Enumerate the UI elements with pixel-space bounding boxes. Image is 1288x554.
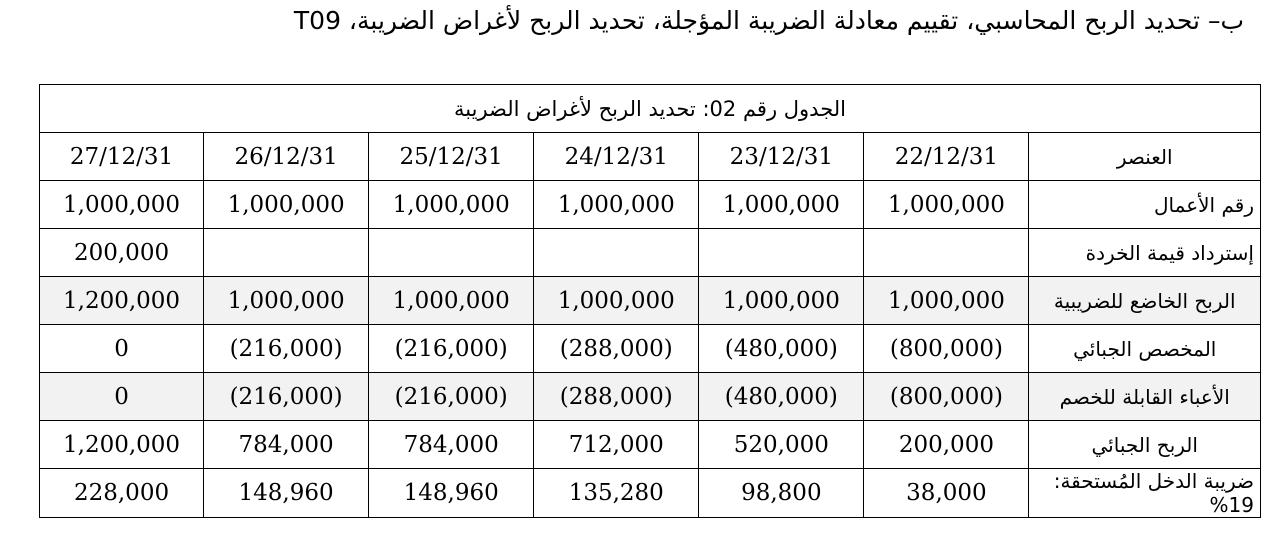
table-cell: 1,000,000 (40, 181, 204, 229)
table-cell: 784,000 (204, 421, 369, 469)
table-cell: 1,000,000 (534, 277, 699, 325)
table-cell: 712,000 (534, 421, 699, 469)
table-caption-row (40, 85, 1261, 133)
table-cell: 38,000 (864, 469, 1029, 518)
table-row (40, 277, 1261, 325)
table-row (40, 229, 1261, 277)
header-year: 24/12/31 (534, 133, 699, 181)
table-row (40, 421, 1261, 469)
table-cell: 1,000,000 (534, 181, 699, 229)
table-caption: الجدول رقم 02: تحديد الربح لأغراض الضريبة (40, 85, 1261, 133)
table-header-row (40, 133, 1261, 181)
row-label: رقم الأعمال (1029, 181, 1261, 229)
row-label: إسترداد قيمة الخردة (1029, 229, 1261, 277)
table-cell (369, 229, 534, 277)
table-cell: (800,000) (864, 373, 1029, 421)
table-cell: 1,000,000 (204, 277, 369, 325)
table-cell: (216,000) (369, 373, 534, 421)
table-cell: 1,200,000 (40, 421, 204, 469)
table-cell: 148,960 (204, 469, 369, 518)
header-item-label: العنصر (1029, 133, 1261, 181)
table-cell: 1,000,000 (864, 181, 1029, 229)
table-cell: 1,000,000 (369, 277, 534, 325)
table-cell: 1,000,000 (699, 181, 864, 229)
row-label: المخصص الجبائي (1029, 325, 1261, 373)
header-year: 25/12/31 (369, 133, 534, 181)
table-cell (699, 229, 864, 277)
row-label: ضريبة الدخل المُستحقة: 19% (1029, 469, 1261, 518)
table-cell: (216,000) (204, 325, 369, 373)
table-cell: 0 (40, 373, 204, 421)
header-year: 22/12/31 (864, 133, 1029, 181)
table-cell: 98,800 (699, 469, 864, 518)
table-cell: (800,000) (864, 325, 1029, 373)
table-cell: (216,000) (369, 325, 534, 373)
table-cell: 1,000,000 (204, 181, 369, 229)
table-cell: (288,000) (534, 373, 699, 421)
header-year: 27/12/31 (40, 133, 204, 181)
table-cell (204, 229, 369, 277)
table-row (40, 181, 1261, 229)
row-label: الأعباء القابلة للخصم (1029, 373, 1261, 421)
row-label: الربح الخاضع للضريبية (1029, 277, 1261, 325)
table-cell: 520,000 (699, 421, 864, 469)
section-heading: ب– تحديد الربح المحاسبي، تقييم معادلة الضريبة المؤجلة، تحديد الربح لأغراض الضريبة، T09 (293, 6, 1244, 35)
table-cell: (288,000) (534, 325, 699, 373)
table-cell: 1,000,000 (699, 277, 864, 325)
table-row (40, 325, 1261, 373)
table-cell: (480,000) (699, 373, 864, 421)
table-cell: 200,000 (40, 229, 204, 277)
table-cell: 1,000,000 (369, 181, 534, 229)
header-year: 26/12/31 (204, 133, 369, 181)
table-cell: 135,280 (534, 469, 699, 518)
header-year: 23/12/31 (699, 133, 864, 181)
table-cell: 1,200,000 (40, 277, 204, 325)
table-cell: (216,000) (204, 373, 369, 421)
table-cell: 0 (40, 325, 204, 373)
row-label: الربح الجبائي (1029, 421, 1261, 469)
tax-profit-table (39, 84, 1261, 518)
table-cell (534, 229, 699, 277)
table-cell: 784,000 (369, 421, 534, 469)
table-cell: 1,000,000 (864, 277, 1029, 325)
table-cell: (480,000) (699, 325, 864, 373)
table-cell: 228,000 (40, 469, 204, 518)
table-cell: 148,960 (369, 469, 534, 518)
table-cell (864, 229, 1029, 277)
table-row (40, 469, 1261, 518)
table-cell: 200,000 (864, 421, 1029, 469)
table-row (40, 373, 1261, 421)
